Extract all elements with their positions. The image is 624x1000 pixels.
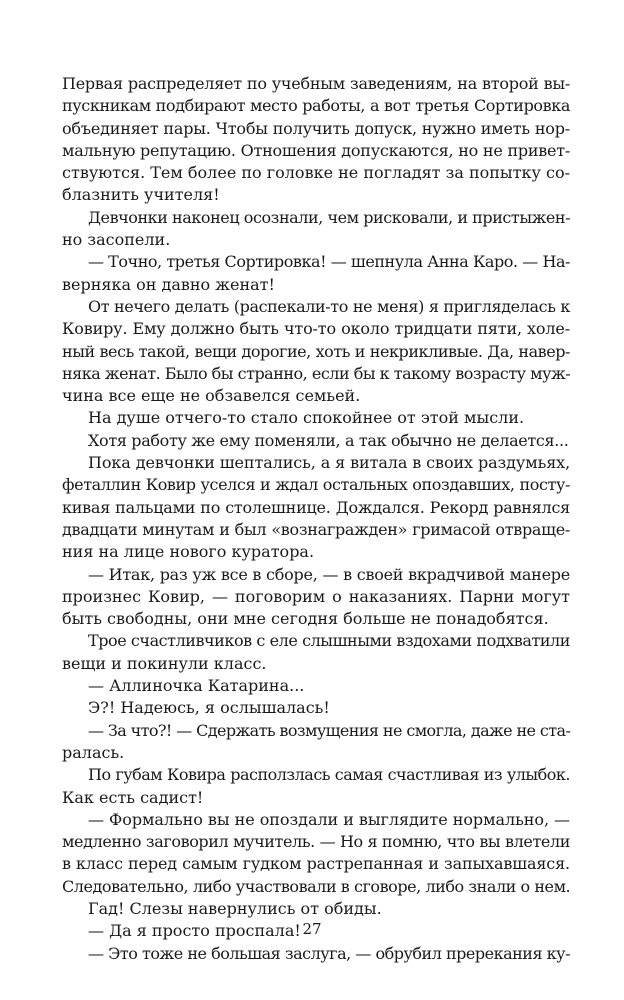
text-line: Хотя работу же ему поменяли, а так обычно не делается... bbox=[88, 430, 569, 450]
text-line: — Формально вы не опоздали и выглядите нормально, — bbox=[88, 809, 570, 829]
text-line: На душе отчего-то стало спокойнее от этой мысли. bbox=[88, 408, 525, 428]
text-line: ралась. bbox=[62, 742, 125, 762]
text-line: — Да я просто проспала! bbox=[88, 921, 301, 941]
text-line: няка женат. Было бы странно, если бы к такому возрасту муж- bbox=[62, 363, 571, 383]
text-line: — Итак, раз уж все в сборе, — в своей вкрадчивой манере bbox=[88, 564, 570, 584]
text-line: мальную репутацию. Отношения допускаются, но не привет- bbox=[62, 140, 570, 160]
text-line: — Это тоже не большая заслуга, — обрубил пререкания ку- bbox=[88, 943, 570, 963]
text-line: пускникам подбирают место работы, а вот третья Сортировка bbox=[62, 96, 570, 116]
text-line: быть свободны, они мне сегодня больше не понадобятся. bbox=[62, 609, 549, 629]
text-line: Как есть садист! bbox=[62, 787, 204, 807]
text-line: Трое счастливчиков с еле слышными вздохами подхватили bbox=[88, 631, 570, 651]
text-line: Следовательно, либо участвовали в сговоре, либо знали о нем. bbox=[62, 876, 571, 896]
text-line: По губам Ковира расползлась самая счастливая из улыбок. bbox=[88, 765, 570, 785]
text-line: От нечего делать (распекали-то не меня) я пригляделась к bbox=[88, 296, 570, 316]
text-line: Первая распределяет по учебным заведениям, на второй вы- bbox=[62, 74, 570, 93]
text-line: но засопели. bbox=[62, 230, 171, 250]
text-line: верняка он давно женат! bbox=[62, 274, 275, 294]
text-line: произнес Ковир, — поговорим о наказаниях. Парни могут bbox=[62, 586, 570, 606]
text-line: блазнить учителя! bbox=[62, 185, 220, 205]
text-line: — Точно, третья Сортировка! — шепнула Анна Каро. — На- bbox=[88, 252, 570, 272]
text-line: Девчонки наконец осознали, чем рисковали, и пристыжен- bbox=[88, 207, 571, 227]
text-line: вещи и покинули класс. bbox=[62, 653, 267, 673]
text-line: феталлин Ковир уселся и ждал остальных опоздавших, посту- bbox=[62, 475, 570, 495]
text-line: Э?! Надеюсь, я ослышалась! bbox=[88, 698, 330, 718]
text-line: — За что?! — Сдержать возмущения не смогла, даже не ста- bbox=[88, 720, 571, 740]
text-line: — Аллиночка Катарина... bbox=[88, 676, 305, 696]
text-line: объединяет пары. Чтобы получить допуск, нужно иметь нор- bbox=[62, 118, 570, 138]
text-line: Пока девчонки шептались, а я витала в своих раздумьях, bbox=[88, 453, 571, 473]
text-line: ствуются. Тем более по головке не погладят за попытку со- bbox=[62, 163, 571, 183]
text-line: в класс перед самым гудком растрепанная и запыхавшаяся. bbox=[62, 854, 570, 874]
text-line: двадцати минутам и был «вознагражден» гримасой отвраще- bbox=[62, 519, 570, 539]
text-line: чина все еще не обзавелся семьей. bbox=[62, 386, 361, 406]
page-number: 27 bbox=[302, 920, 322, 938]
body-text bbox=[62, 73, 570, 965]
text-line: кивая пальцами по столешнице. Дождался. Рекорд равнялся bbox=[62, 497, 570, 517]
text-line: Ковиру. Ему должно быть что-то около тридцати пяти, холе- bbox=[62, 319, 570, 339]
text-line: ния на лице нового куратора. bbox=[62, 542, 315, 562]
text-line: Гад! Слезы навернулись от обиды. bbox=[88, 898, 382, 918]
text-line: медленно заговорил мучитель. — Но я помню, что вы влетели bbox=[62, 832, 570, 852]
text-line: ный весь такой, вещи дорогие, хоть и некрикливые. Да, навер- bbox=[62, 341, 570, 361]
